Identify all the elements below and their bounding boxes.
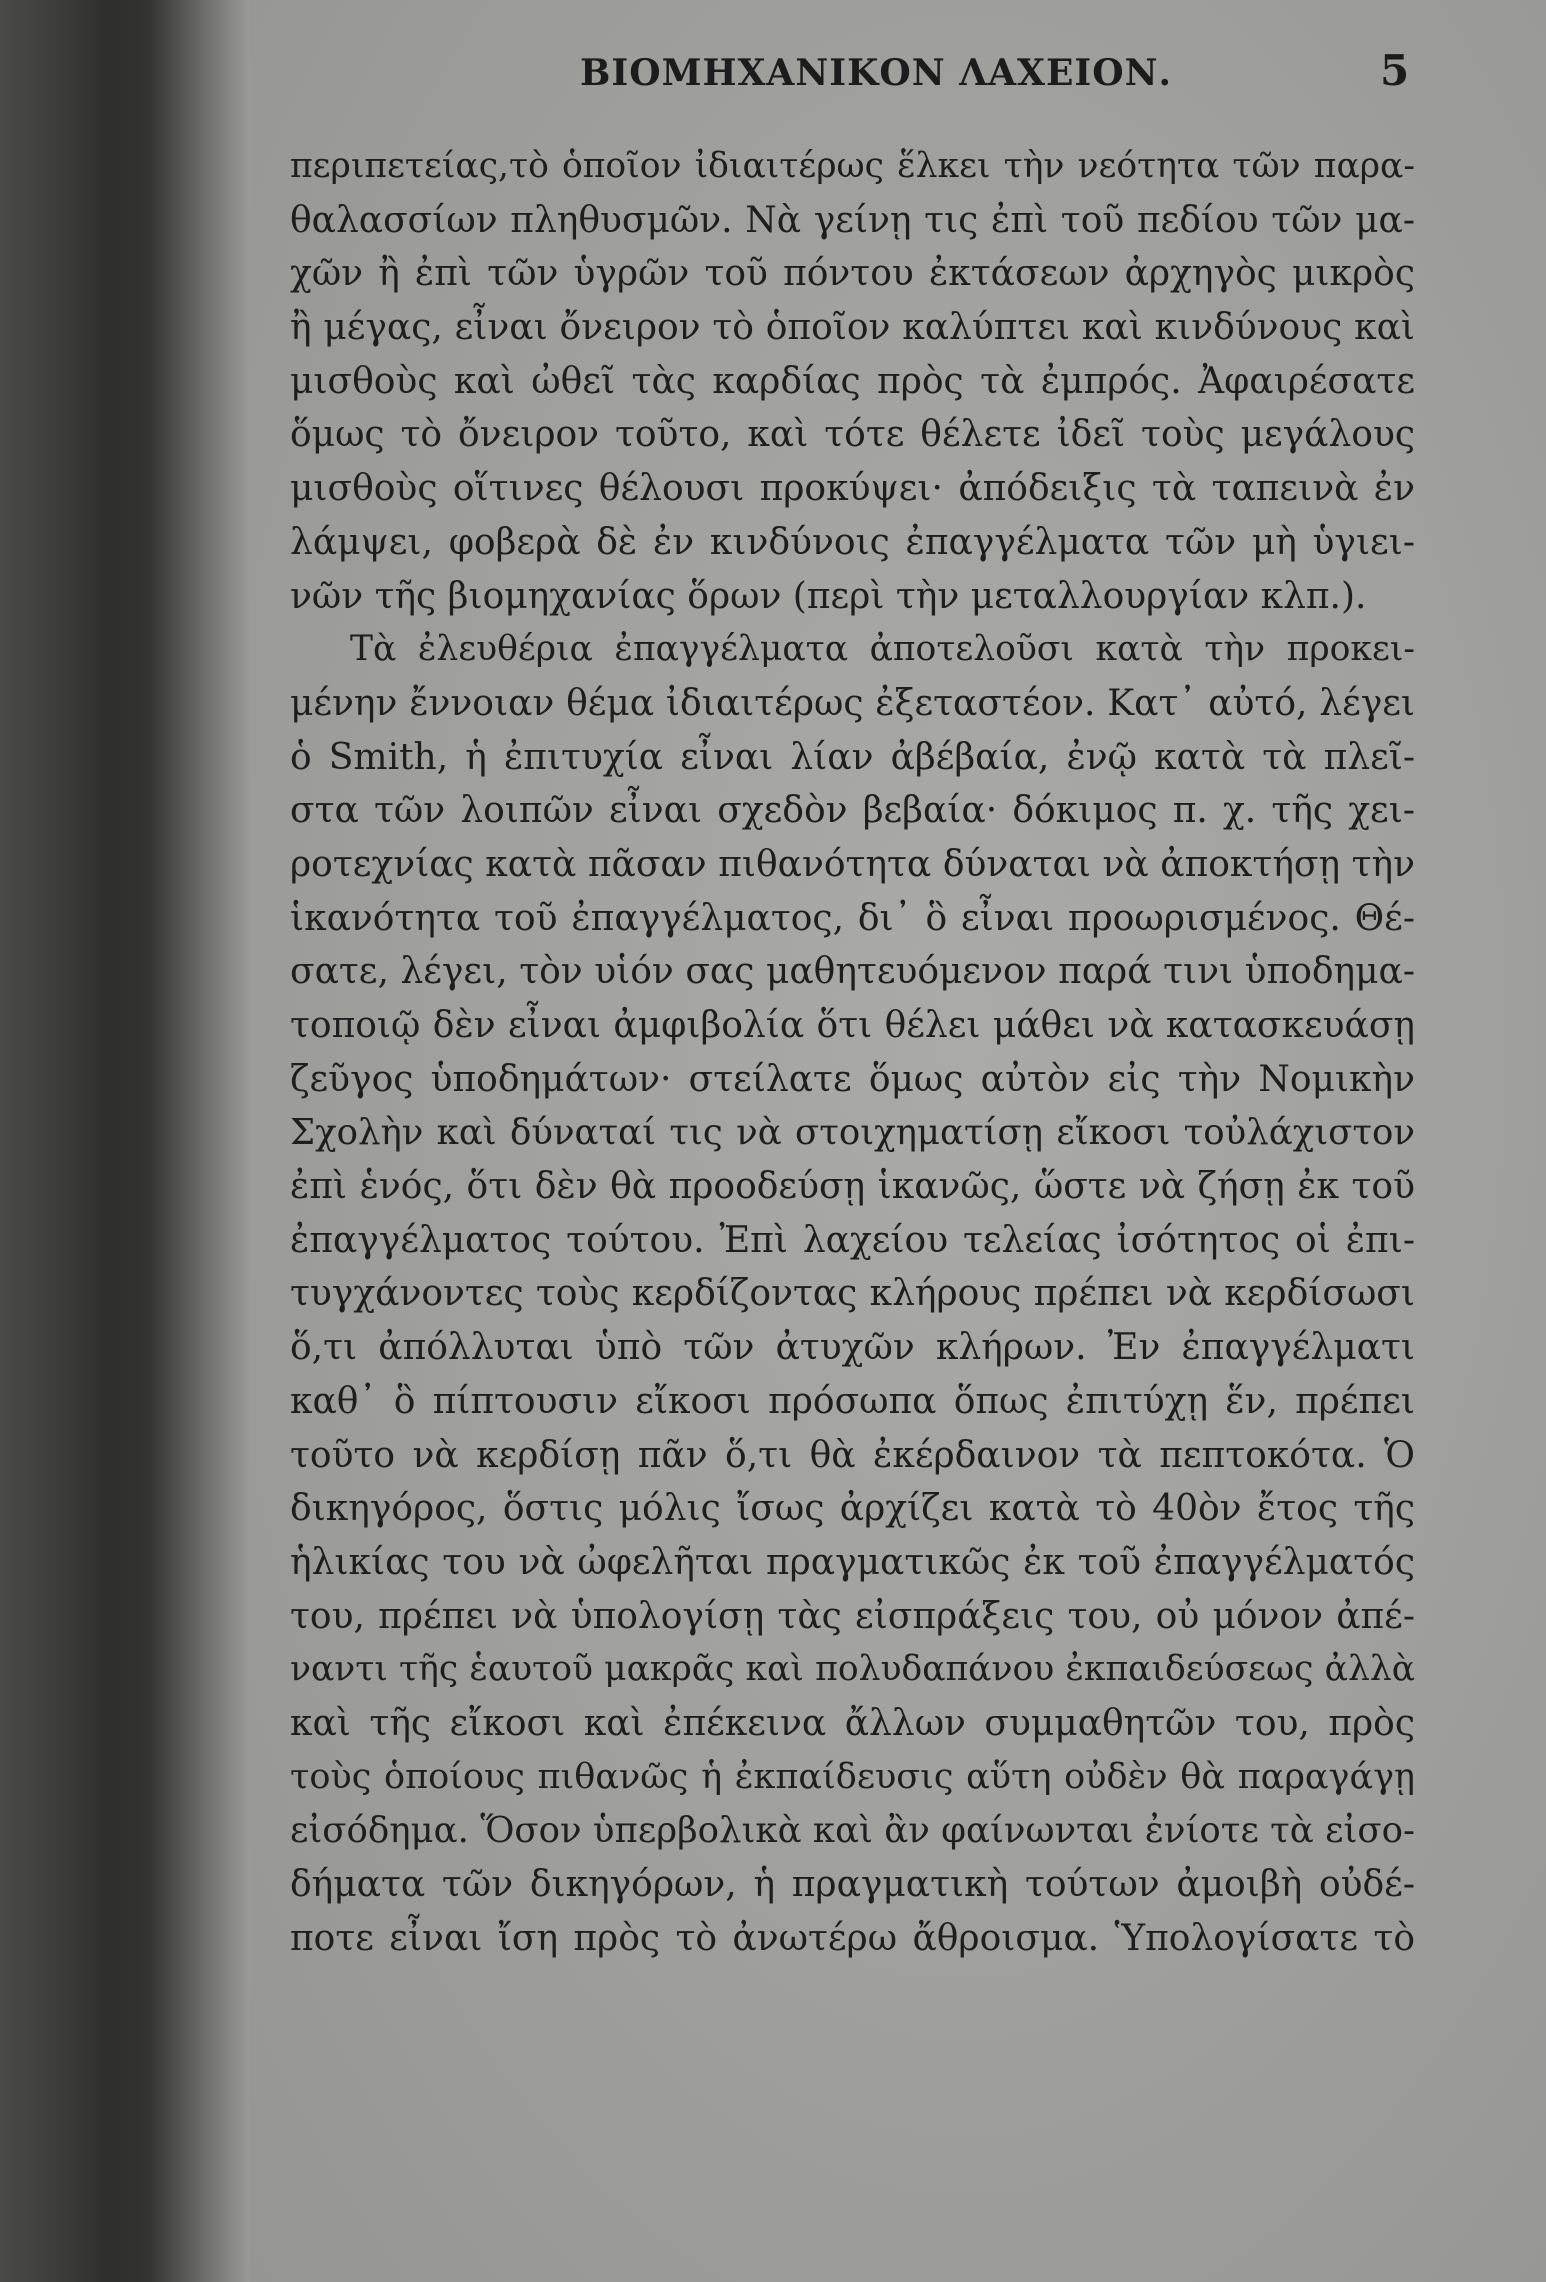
text-line: δήματα τῶν δικηγόρων, ἡ πραγματικὴ τούτων ἀμοιβὴ οὐδέ- xyxy=(290,1864,1415,1905)
text-line: τοποιῷ δὲν εἶναι ἀμφιβολία ὅτι θέλει μάθει νὰ κατασκευάσῃ xyxy=(290,1005,1415,1046)
text-line: ἐπαγγέλματος τούτου. Ἐπὶ λαχείου τελείας ἰσότητος οἱ ἐπι- xyxy=(290,1219,1415,1261)
text-line: ζεῦγος ὑποδημάτων· στείλατε ὅμως αὐτὸν εἰς τὴν Νομικὴν xyxy=(290,1058,1415,1100)
text-line: τυγχάνοντες τοὺς κερδίζοντας κλήρους πρέπει νὰ κερδίσωσι xyxy=(290,1273,1415,1315)
text-line: ποτε εἶναι ἴση πρὸς τὸ ἀνωτέρω ἄθροισμα. Ὑπολογίσατε τὸ xyxy=(290,1917,1415,1959)
text-line: νῶν τῆς βιομηχανίας ὅρων (περὶ τὴν μεταλλουργίαν κλπ.). xyxy=(290,575,1367,617)
page-number: 5 xyxy=(1380,46,1410,95)
text-line: τοῦτο νὰ κερδίσῃ πᾶν ὅ,τι θὰ ἐκέρδαινον τὰ πεπτοκότα. Ὁ xyxy=(290,1434,1415,1476)
running-title: ΒΙΟΜΗΧΑΝΙΚΟΝ ΛΑΧΕΙΟΝ. xyxy=(580,52,1173,94)
text-line: δικηγόρος, ὅστις μόλις ἴσως ἀρχίζει κατὰ τὸ 40ὸν ἔτος τῆς xyxy=(290,1488,1415,1530)
text-line: σατε, λέγει, τὸν υἱόν σας μαθητευόμενον παρά τινι ὑποδημα- xyxy=(290,951,1415,993)
book-page xyxy=(250,0,1546,2282)
book-spine-shadow xyxy=(0,0,250,2282)
text-line: χῶν ἢ ἐπὶ τῶν ὑγρῶν τοῦ πόντου ἐκτάσεων ἀρχηγὸς μικρὸς xyxy=(290,253,1415,295)
text-line: ὁ Smith, ἡ ἐπιτυχία εἶναι λίαν ἀβέβαία, ἐνῷ κατὰ τὰ πλεῖ- xyxy=(290,736,1415,778)
text-line: ἐπὶ ἑνός, ὅτι δὲν θὰ προοδεύσῃ ἱκανῶς, ὥστε νὰ ζήσῃ ἐκ τοῦ xyxy=(290,1166,1415,1208)
text-line: ἱκανότητα τοῦ ἐπαγγέλματος, δι᾽ ὃ εἶναι προωρισμένος. Θέ- xyxy=(290,897,1415,939)
text-line: ὅ,τι ἀπόλλυται ὑπὸ τῶν ἀτυχῶν κλήρων. Ἐν ἐπαγγέλματι xyxy=(290,1327,1415,1369)
text-line: μισθοὺς οἵτινες θέλουσι προκύψει· ἀπόδειξις τὰ ταπεινὰ ἐν xyxy=(290,468,1415,510)
text-line: ἡλικίας του νὰ ὠφελῆται πραγματικῶς ἐκ τοῦ ἐπαγγέλματός xyxy=(290,1541,1415,1583)
text-line: καθ᾽ ὃ πίπτουσιν εἴκοσι πρόσωπα ὅπως ἐπιτύχῃ ἕν, πρέπει xyxy=(290,1380,1415,1422)
text-line: ἢ μέγας, εἶναι ὄνειρον τὸ ὁποῖον καλύπτει καὶ κινδύνους καὶ xyxy=(290,307,1415,349)
body-text xyxy=(290,140,1415,1965)
text-line: μένην ἔννοιαν θέμα ἰδιαιτέρως ἐξεταστέον. Κατ᾽ αὐτό, λέγει xyxy=(290,682,1415,724)
text-line: Σχολὴν καὶ δύναταί τις νὰ στοιχηματίσῃ εἴκοσι τοὐλάχιστον xyxy=(290,1112,1415,1154)
text-line: μισθοὺς καὶ ὠθεῖ τὰς καρδίας πρὸς τὰ ἐμπρός. Ἀφαιρέσατε xyxy=(290,360,1415,402)
text-line: του, πρέπει νὰ ὑπολογίσῃ τὰς εἰσπράξεις του, οὐ μόνον ἀπέ- xyxy=(290,1595,1415,1637)
text-line: καὶ τῆς εἴκοσι καὶ ἐπέκεινα ἄλλων συμμαθητῶν του, πρὸς xyxy=(290,1702,1415,1744)
text-line: ροτεχνίας κατὰ πᾶσαν πιθανότητα δύναται νὰ ἀποκτήσῃ τὴν xyxy=(290,843,1415,885)
running-head xyxy=(250,46,1546,112)
text-line: λάμψει, φοβερὰ δὲ ἐν κινδύνοις ἐπαγγέλματα τῶν μὴ ὑγιει- xyxy=(290,521,1415,563)
text-line: ὅμως τὸ ὄνειρον τοῦτο, καὶ τότε θέλετε ἰδεῖ τοὺς μεγάλους xyxy=(290,414,1415,456)
text-line: περιπετείας,τὸ ὁποῖον ἰδιαιτέρως ἕλκει τὴν νεότητα τῶν παρα- xyxy=(290,146,1415,186)
text-line: θαλασσίων πληθυσμῶν. Νὰ γείνῃ τις ἐπὶ τοῦ πεδίου τῶν μα- xyxy=(290,199,1415,241)
text-line: ναντι τῆς ἑαυτοῦ μακρᾶς καὶ πολυδαπάνου ἐκπαιδεύσεως ἀλλὰ xyxy=(290,1649,1415,1690)
text-line: στα τῶν λοιπῶν εἶναι σχεδὸν βεβαία· δόκιμος π. χ. τῆς χει- xyxy=(290,790,1415,832)
paragraph-start-line: Τὰ ἐλευθέρια ἐπαγγέλματα ἀποτελοῦσι κατὰ τὴν προκει- xyxy=(350,629,1415,670)
text-line: εἰσόδημα. Ὅσον ὑπερβολικὰ καὶ ἂν φαίνωνται ἐνίοτε τὰ εἰσο- xyxy=(290,1810,1415,1852)
text-line: τοὺς ὁποίους πιθανῶς ἡ ἐκπαίδευσις αὕτη οὐδὲν θὰ παραγάγῃ xyxy=(290,1756,1415,1797)
